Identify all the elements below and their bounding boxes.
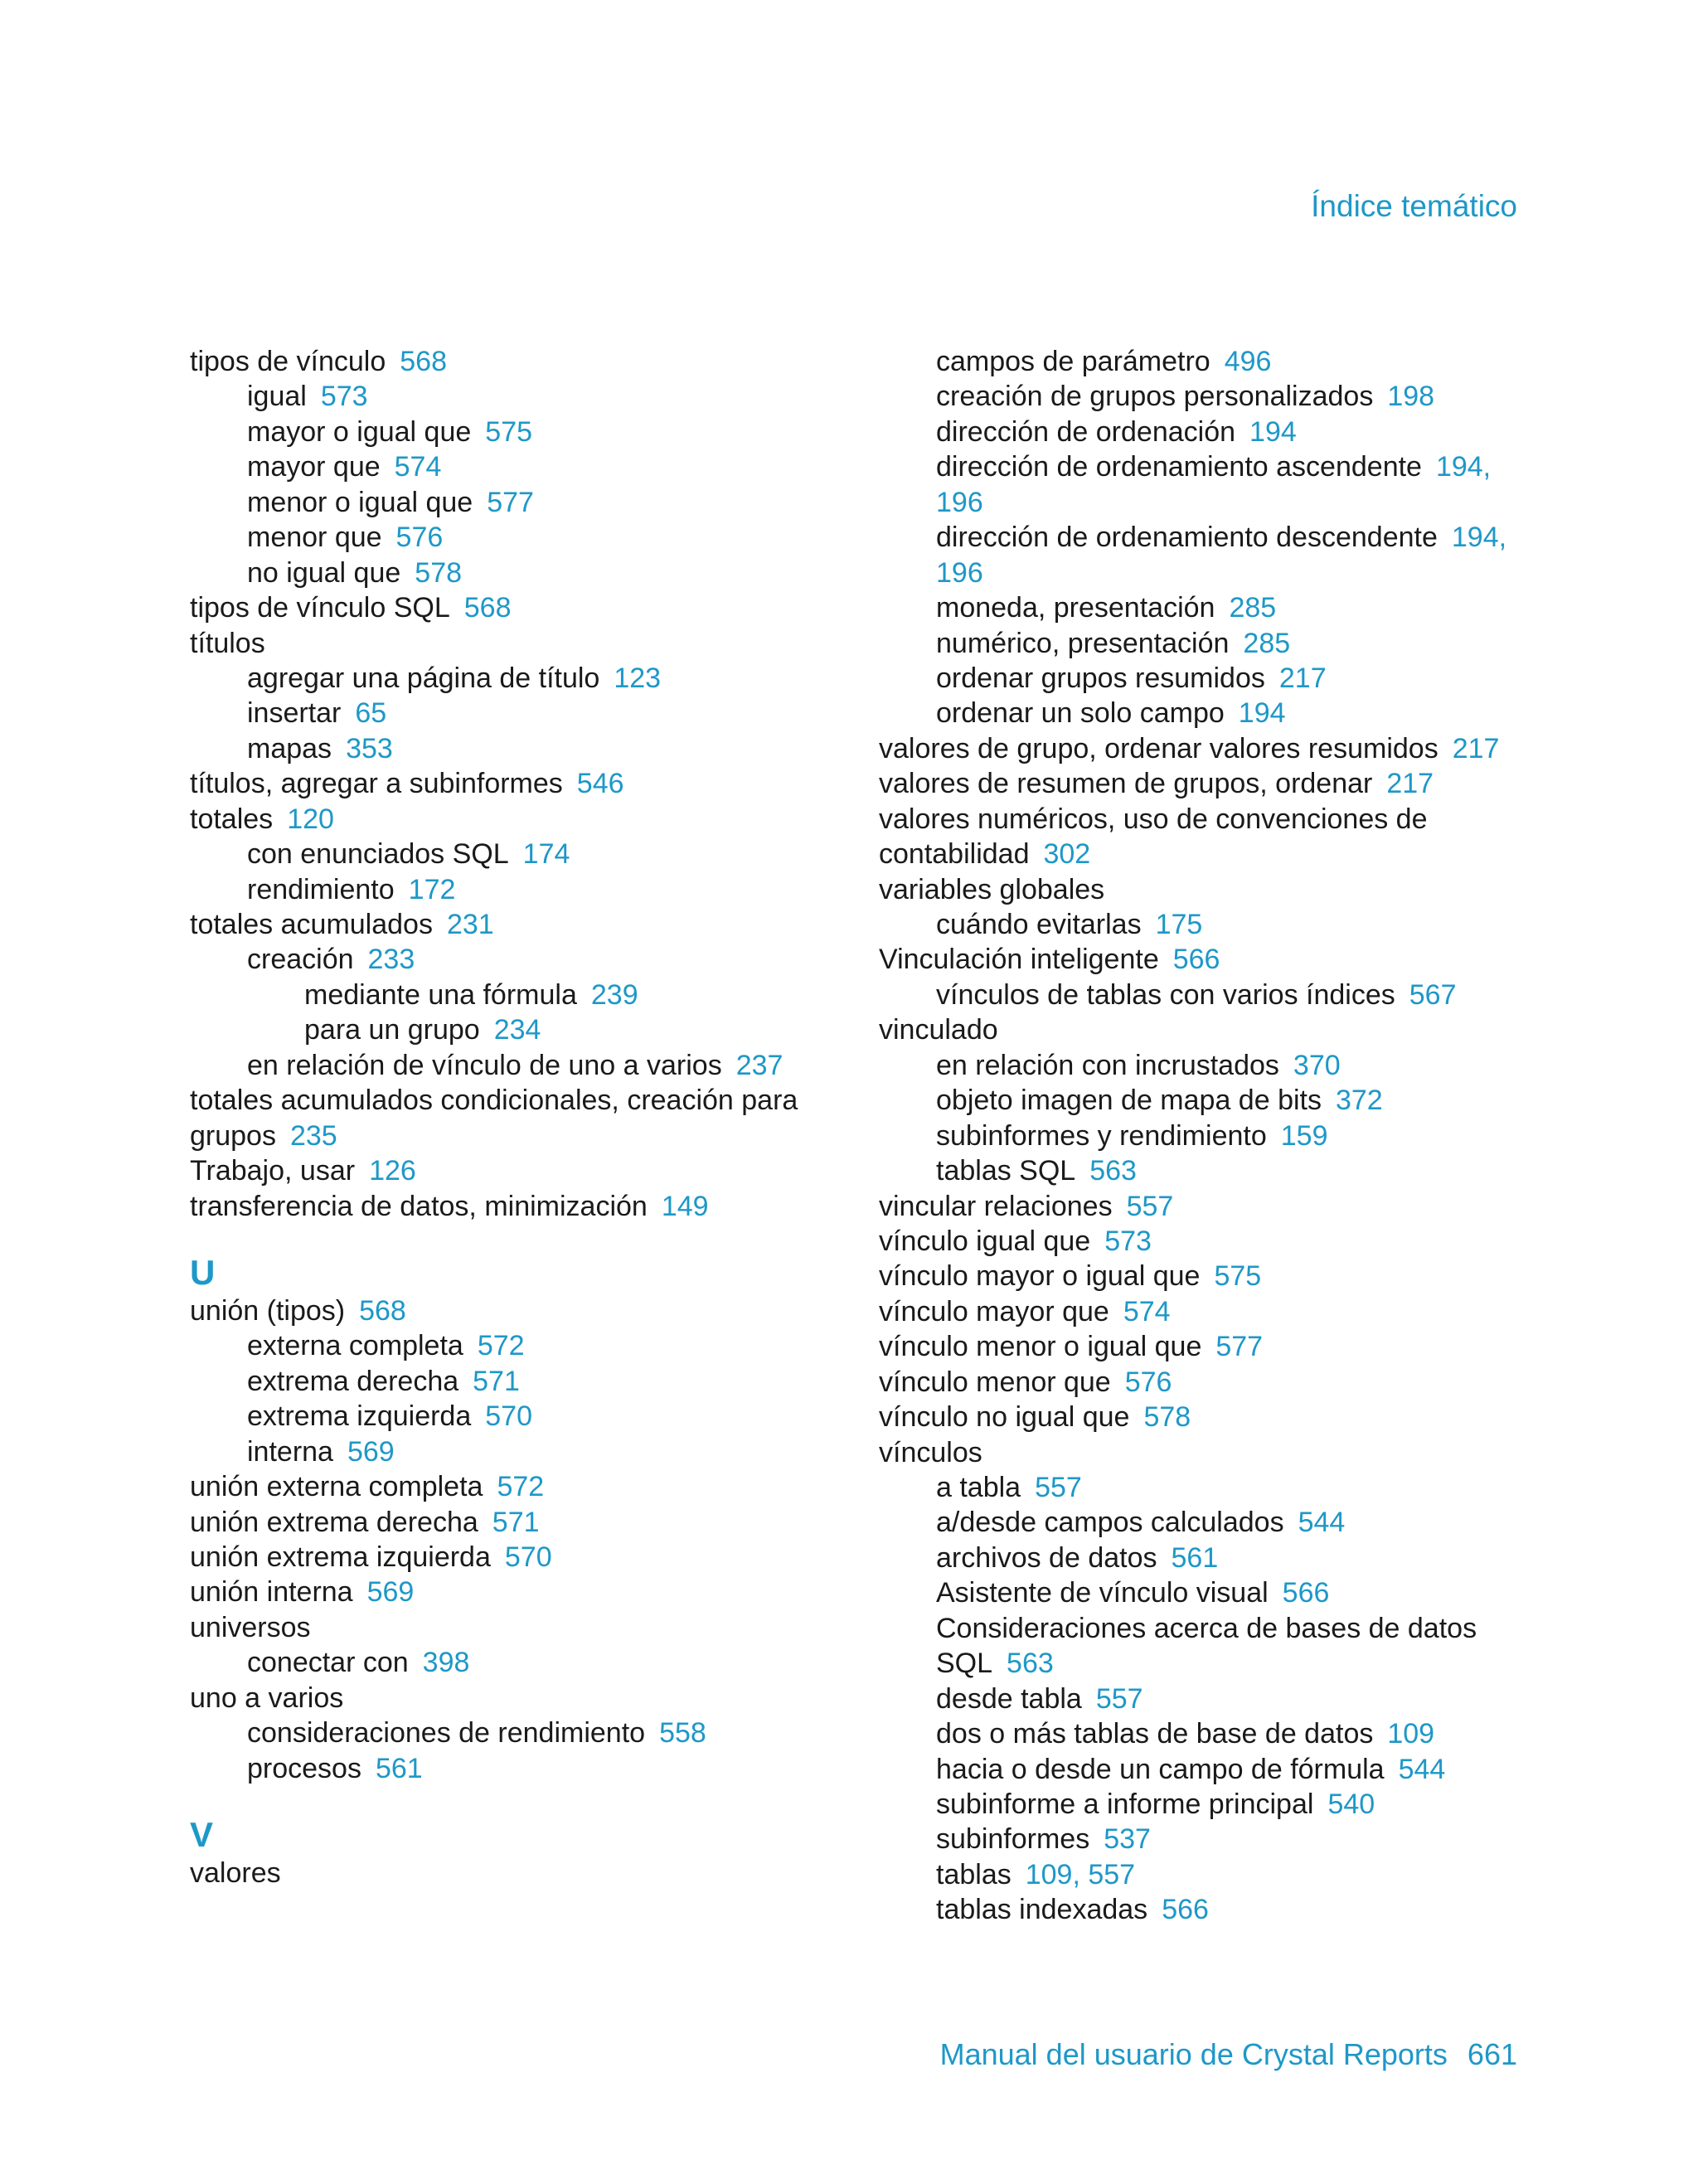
index-entry: [879, 1575, 1542, 1610]
index-entry: [190, 1575, 853, 1609]
index-entry: [190, 520, 853, 555]
page-ref-link[interactable]: 573: [1104, 1225, 1152, 1257]
entry-term: totales: [190, 803, 274, 835]
entry-term: vínculo mayor o igual que: [879, 1260, 1201, 1293]
page-ref-link[interactable]: 285: [1243, 627, 1291, 659]
entry-term: dirección de ordenamiento descendente: [936, 522, 1438, 554]
page-ref-link[interactable]: 576: [395, 522, 444, 554]
index-entry: [190, 872, 853, 907]
entry-term: unión (tipos): [190, 1294, 346, 1327]
index-entry: [879, 590, 1542, 625]
index-entry: [190, 696, 853, 730]
entry-term: menor o igual que: [247, 486, 473, 518]
page-ref-link[interactable]: 568: [463, 592, 512, 624]
entries-t: [190, 344, 853, 1224]
page-ref-link[interactable]: 194,: [1435, 451, 1492, 483]
index-entry: [879, 1716, 1542, 1751]
page-number: 661: [1467, 2037, 1517, 2071]
entry-term: interna: [247, 1435, 333, 1468]
index-entry: [879, 978, 1542, 1012]
index-entry: [879, 1224, 1542, 1259]
entry-term: extrema izquierda: [247, 1400, 472, 1433]
page-ref-link[interactable]: 198: [1387, 381, 1435, 413]
page-ref-link[interactable]: 120: [287, 803, 334, 835]
entry-term: procesos: [247, 1752, 361, 1784]
index-entry: [879, 379, 1542, 414]
page-ref-link[interactable]: 570: [504, 1541, 552, 1573]
index-entry: [190, 1681, 853, 1716]
page-ref-link[interactable]: 231: [446, 909, 494, 940]
index-entry: [190, 1540, 853, 1575]
index-entry: [879, 1892, 1542, 1927]
entry-term: valores de resumen de grupos, ordenar: [879, 768, 1373, 800]
page-ref-link[interactable]: 302: [1043, 838, 1091, 871]
index-column-left: [190, 344, 853, 1891]
page-ref-link[interactable]: 194: [1249, 415, 1297, 448]
index-entry: [190, 978, 853, 1012]
entry-term: numérico, presentación: [936, 627, 1230, 659]
page-ref-link[interactable]: 578: [1143, 1401, 1191, 1434]
page-ref-link[interactable]: 546: [576, 768, 624, 800]
page-ref-link[interactable]: 568: [359, 1294, 406, 1327]
index-entry: [190, 449, 853, 484]
entry-term: agregar una página de título: [247, 662, 600, 694]
footer-title: Manual del usuario de Crystal Reports: [939, 2037, 1448, 2071]
page-ref-link[interactable]: 159: [1280, 1119, 1328, 1152]
entry-term: no igual que: [247, 556, 401, 589]
index-entry: [190, 379, 853, 414]
running-footer: [939, 2037, 1517, 2071]
entry-term: títulos, agregar a subinformes: [190, 768, 563, 800]
entry-term: moneda, presentación: [936, 592, 1215, 624]
entry-term: Asistente de vínculo visual: [936, 1577, 1269, 1609]
index-entry: [190, 837, 853, 871]
entry-term: SQL: [936, 1648, 993, 1680]
index-entry: [879, 1189, 1542, 1224]
entry-term: dirección de ordenamiento ascendente: [936, 451, 1422, 483]
entry-term: Consideraciones acerca de bases de datos: [936, 1612, 1477, 1644]
entry-term: conectar con: [247, 1647, 409, 1679]
index-entry: [879, 344, 1542, 379]
page-ref-link[interactable]: 574: [394, 451, 442, 483]
page-ref-link[interactable]: 568: [400, 346, 447, 377]
page-ref-link[interactable]: 566: [1172, 944, 1220, 976]
entry-term: valores numéricos, uso de convenciones de: [879, 803, 1428, 835]
page-ref-link[interactable]: 575: [485, 415, 533, 448]
index-entry: [879, 485, 1542, 520]
entry-term: insertar: [247, 697, 342, 730]
page-ref-link[interactable]: 196: [936, 486, 983, 518]
entry-term: vínculo mayor que: [879, 1295, 1109, 1327]
page-ref-link[interactable]: 566: [1162, 1894, 1209, 1926]
entry-term: vínculo igual que: [879, 1225, 1091, 1257]
index-entry: [879, 872, 1542, 907]
page-ref-link[interactable]: 557: [1035, 1472, 1082, 1503]
index-entry: [879, 766, 1542, 801]
entry-term: cuándo evitarlas: [936, 909, 1142, 940]
entry-term: consideraciones de rendimiento: [247, 1717, 646, 1750]
entry-term: contabilidad: [879, 838, 1030, 871]
entry-term: subinforme a informe principal: [936, 1788, 1314, 1820]
index-entry: [190, 1645, 853, 1680]
page-ref-link[interactable]: 577: [487, 486, 534, 518]
entry-term: para un grupo: [304, 1014, 480, 1046]
entry-term: vínculo menor que: [879, 1366, 1111, 1398]
index-entry: [190, 1048, 853, 1083]
page-ref-link[interactable]: 175: [1155, 909, 1203, 940]
entry-term: ordenar un solo campo: [936, 697, 1225, 730]
entry-term: subinformes: [936, 1823, 1090, 1856]
index-entry: [190, 907, 853, 942]
index-entry: [879, 1611, 1542, 1646]
index-entry: [190, 1751, 853, 1786]
entry-term: mayor o igual que: [247, 415, 472, 448]
entry-term: vínculos: [879, 1436, 982, 1468]
page-ref-link[interactable]: 174: [522, 838, 570, 871]
page-ref-link[interactable]: 544: [1298, 1507, 1346, 1539]
entries-v-continued: [879, 344, 1542, 1928]
entry-term: campos de parámetro: [936, 346, 1210, 377]
entry-term: grupos: [190, 1119, 276, 1152]
index-entry: [879, 1682, 1542, 1716]
index-entry: [879, 1470, 1542, 1505]
page-ref-link[interactable]: 372: [1335, 1085, 1383, 1117]
entry-term: universos: [190, 1611, 311, 1643]
index-entry: [190, 1153, 853, 1188]
index-entry: [190, 1364, 853, 1399]
page-ref-link[interactable]: 576: [1124, 1366, 1172, 1398]
page-ref-link[interactable]: 109: [1387, 1718, 1435, 1750]
page-ref-link[interactable]: 572: [497, 1471, 545, 1503]
page-ref-link[interactable]: 217: [1278, 662, 1327, 694]
entries-v: [190, 1856, 853, 1890]
page-ref-link[interactable]: 235: [289, 1119, 337, 1152]
entry-term: unión extrema izquierda: [190, 1541, 491, 1573]
index-entry: [190, 1716, 853, 1750]
entry-term: archivos de datos: [936, 1541, 1157, 1574]
index-entry: [879, 415, 1542, 449]
index-entry: [879, 696, 1542, 730]
index-entry: [190, 415, 853, 449]
index-entry: [190, 1469, 853, 1504]
entry-term: transferencia de datos, minimización: [190, 1190, 648, 1222]
page-ref-link[interactable]: 575: [1214, 1260, 1262, 1293]
entry-term: subinformes y rendimiento: [936, 1119, 1267, 1152]
running-header: Índice temático: [1311, 189, 1517, 223]
index-entry: [879, 1857, 1542, 1892]
entry-term: mediante una fórmula: [304, 978, 577, 1011]
entry-term: igual: [247, 381, 307, 413]
index-entry: [190, 661, 853, 696]
page-ref-link[interactable]: 239: [590, 978, 638, 1011]
index-entry: [190, 1189, 853, 1224]
entry-term: mapas: [247, 732, 332, 764]
page-ref-link[interactable]: 109, 557: [1025, 1858, 1136, 1890]
entry-term: ordenar grupos resumidos: [936, 662, 1265, 694]
page-ref-link[interactable]: 571: [473, 1365, 520, 1397]
page-ref-link[interactable]: 149: [661, 1190, 709, 1222]
index-entry: [879, 1822, 1542, 1856]
page-ref-link[interactable]: 561: [1171, 1541, 1219, 1574]
entry-term: a tabla: [936, 1472, 1021, 1503]
index-entry: [190, 802, 853, 837]
page-ref-link[interactable]: 398: [422, 1647, 470, 1679]
page-ref-link[interactable]: 570: [485, 1400, 532, 1433]
index-entry: [190, 556, 853, 590]
index-entry: [879, 837, 1542, 871]
entry-term: desde tabla: [936, 1682, 1082, 1715]
page-ref-link[interactable]: 578: [415, 556, 463, 589]
index-entry: [879, 731, 1542, 766]
index-entry: [190, 1610, 853, 1645]
page-ref-link[interactable]: 217: [1452, 732, 1500, 764]
index-entry: [879, 802, 1542, 837]
entry-term: vínculo menor o igual que: [879, 1331, 1202, 1363]
entry-term: tablas SQL: [936, 1155, 1076, 1187]
index-entry: [879, 1752, 1542, 1787]
entry-term: objeto imagen de mapa de bits: [936, 1085, 1322, 1117]
page-ref-link[interactable]: 574: [1123, 1295, 1171, 1327]
index-entry: [879, 1646, 1542, 1681]
index-entry: [879, 1119, 1542, 1153]
entry-term: vinculado: [879, 1014, 998, 1046]
index-entry: [879, 520, 1542, 555]
index-entry: [190, 344, 853, 379]
entries-u: [190, 1293, 853, 1786]
index-entry: [190, 1083, 853, 1118]
page-ref-link[interactable]: 571: [492, 1506, 540, 1538]
page-ref-link[interactable]: 353: [346, 732, 393, 764]
page-ref-link[interactable]: 217: [1386, 768, 1434, 800]
entry-term: totales acumulados: [190, 909, 433, 940]
entry-term: unión extrema derecha: [190, 1506, 478, 1538]
page-ref-link[interactable]: 561: [375, 1752, 423, 1784]
index-column-right: [879, 344, 1542, 1928]
index-entry: [879, 661, 1542, 696]
index-entry: [190, 590, 853, 625]
entry-term: externa completa: [247, 1330, 463, 1362]
page-ref-link[interactable]: 196: [936, 556, 983, 589]
entry-term: a/desde campos calculados: [936, 1507, 1284, 1539]
index-entry: [879, 1787, 1542, 1822]
page-ref-link[interactable]: 563: [1089, 1155, 1137, 1187]
index-entry: [190, 942, 853, 977]
entry-term: extrema derecha: [247, 1365, 459, 1397]
page-ref-link[interactable]: 172: [408, 873, 456, 905]
page-ref-link[interactable]: 194,: [1451, 522, 1507, 554]
page-ref-link[interactable]: 567: [1409, 978, 1457, 1011]
entry-term: Trabajo, usar: [190, 1155, 356, 1187]
page-ref-link[interactable]: 233: [367, 944, 415, 976]
entry-term: tipos de vínculo: [190, 346, 386, 377]
index-entry: [879, 1048, 1542, 1083]
entry-term: uno a varios: [190, 1682, 344, 1714]
index-entry: [879, 626, 1542, 661]
entry-term: vincular relaciones: [879, 1190, 1113, 1222]
index-entry: [190, 626, 853, 661]
section-letter-u: U: [190, 1252, 216, 1292]
index-entry: [190, 1505, 853, 1540]
entry-term: títulos: [190, 627, 265, 659]
index-entry: [879, 449, 1542, 484]
entry-term: tipos de vínculo SQL: [190, 592, 450, 624]
entry-term: vínculos de tablas con varios índices: [936, 978, 1395, 1011]
page-ref-link[interactable]: 557: [1126, 1190, 1174, 1222]
entry-term: valores: [190, 1857, 281, 1890]
index-entry: [190, 1119, 853, 1153]
index-entry: [879, 942, 1542, 977]
entry-term: tablas indexadas: [936, 1894, 1148, 1926]
page-ref-link[interactable]: 237: [735, 1049, 784, 1081]
index-entry: [879, 1294, 1542, 1329]
page-ref-link[interactable]: 566: [1282, 1577, 1330, 1609]
page-ref-link[interactable]: 194: [1238, 697, 1286, 730]
index-entry: [190, 1434, 853, 1469]
page-ref-link[interactable]: 573: [320, 381, 368, 413]
index-entry: [879, 1435, 1542, 1470]
index-entry: [190, 731, 853, 766]
page-ref-link[interactable]: 544: [1398, 1753, 1446, 1785]
index-entry: [190, 1328, 853, 1363]
entry-term: menor que: [247, 522, 382, 554]
page-ref-link[interactable]: 572: [477, 1330, 525, 1362]
entry-term: valores de grupo, ordenar valores resumidos: [879, 732, 1438, 764]
index-entry: [879, 1400, 1542, 1434]
page-ref-link[interactable]: 496: [1224, 346, 1272, 377]
entry-term: en relación con incrustados: [936, 1049, 1279, 1081]
entry-term: dos o más tablas de base de datos: [936, 1718, 1374, 1750]
index-entry: [190, 766, 853, 801]
entry-term: hacia o desde un campo de fórmula: [936, 1753, 1385, 1785]
index-entry: [190, 1012, 853, 1047]
index-entry: [879, 1365, 1542, 1400]
index-entry: [879, 1012, 1542, 1047]
entry-term: creación: [247, 944, 354, 976]
page-ref-link[interactable]: 370: [1293, 1049, 1341, 1081]
index-entry: [190, 1293, 853, 1328]
section-letter-v: V: [190, 1815, 214, 1855]
page-ref-link[interactable]: 126: [369, 1155, 416, 1187]
page-ref-link[interactable]: 577: [1215, 1331, 1264, 1363]
page-ref-link[interactable]: 537: [1104, 1823, 1151, 1856]
entry-term: mayor que: [247, 451, 381, 483]
entry-term: totales acumulados condicionales, creación para: [190, 1085, 798, 1117]
entry-term: Vinculación inteligente: [879, 944, 1159, 976]
page-ref-link[interactable]: 234: [493, 1014, 541, 1046]
index-entry: [879, 556, 1542, 590]
index-entry: [879, 1541, 1542, 1575]
index-entry: [879, 1083, 1542, 1118]
page-ref-link[interactable]: 285: [1229, 592, 1277, 624]
page-ref-link[interactable]: 558: [659, 1717, 706, 1750]
entry-term: tablas: [936, 1858, 1012, 1890]
page-ref-link[interactable]: 557: [1095, 1682, 1143, 1715]
index-entry: [879, 1329, 1542, 1364]
entry-term: variables globales: [879, 873, 1105, 905]
entry-term: creación de grupos personalizados: [936, 381, 1374, 413]
index-entry: [190, 485, 853, 520]
entry-term: rendimiento: [247, 873, 395, 905]
entry-term: unión interna: [190, 1576, 353, 1609]
index-entry: [879, 1153, 1542, 1188]
index-entry: [190, 1856, 853, 1890]
page-ref-link[interactable]: 569: [347, 1435, 395, 1468]
page-ref-link[interactable]: 540: [1327, 1788, 1375, 1820]
entry-term: con enunciados SQL: [247, 838, 509, 871]
entry-term: unión externa completa: [190, 1471, 483, 1503]
entry-term: dirección de ordenación: [936, 415, 1236, 448]
page-ref-link[interactable]: 569: [366, 1576, 415, 1609]
index-entry: [879, 1259, 1542, 1293]
page-ref-link[interactable]: 563: [1007, 1648, 1054, 1680]
entry-term: vínculo no igual que: [879, 1401, 1130, 1434]
index-entry: [190, 1399, 853, 1434]
page-ref-link[interactable]: 65: [355, 697, 387, 730]
page-ref-link[interactable]: 123: [614, 662, 662, 694]
index-entry: [879, 1505, 1542, 1540]
index-entry: [879, 907, 1542, 942]
entry-term: en relación de vínculo de uno a varios: [247, 1049, 722, 1081]
